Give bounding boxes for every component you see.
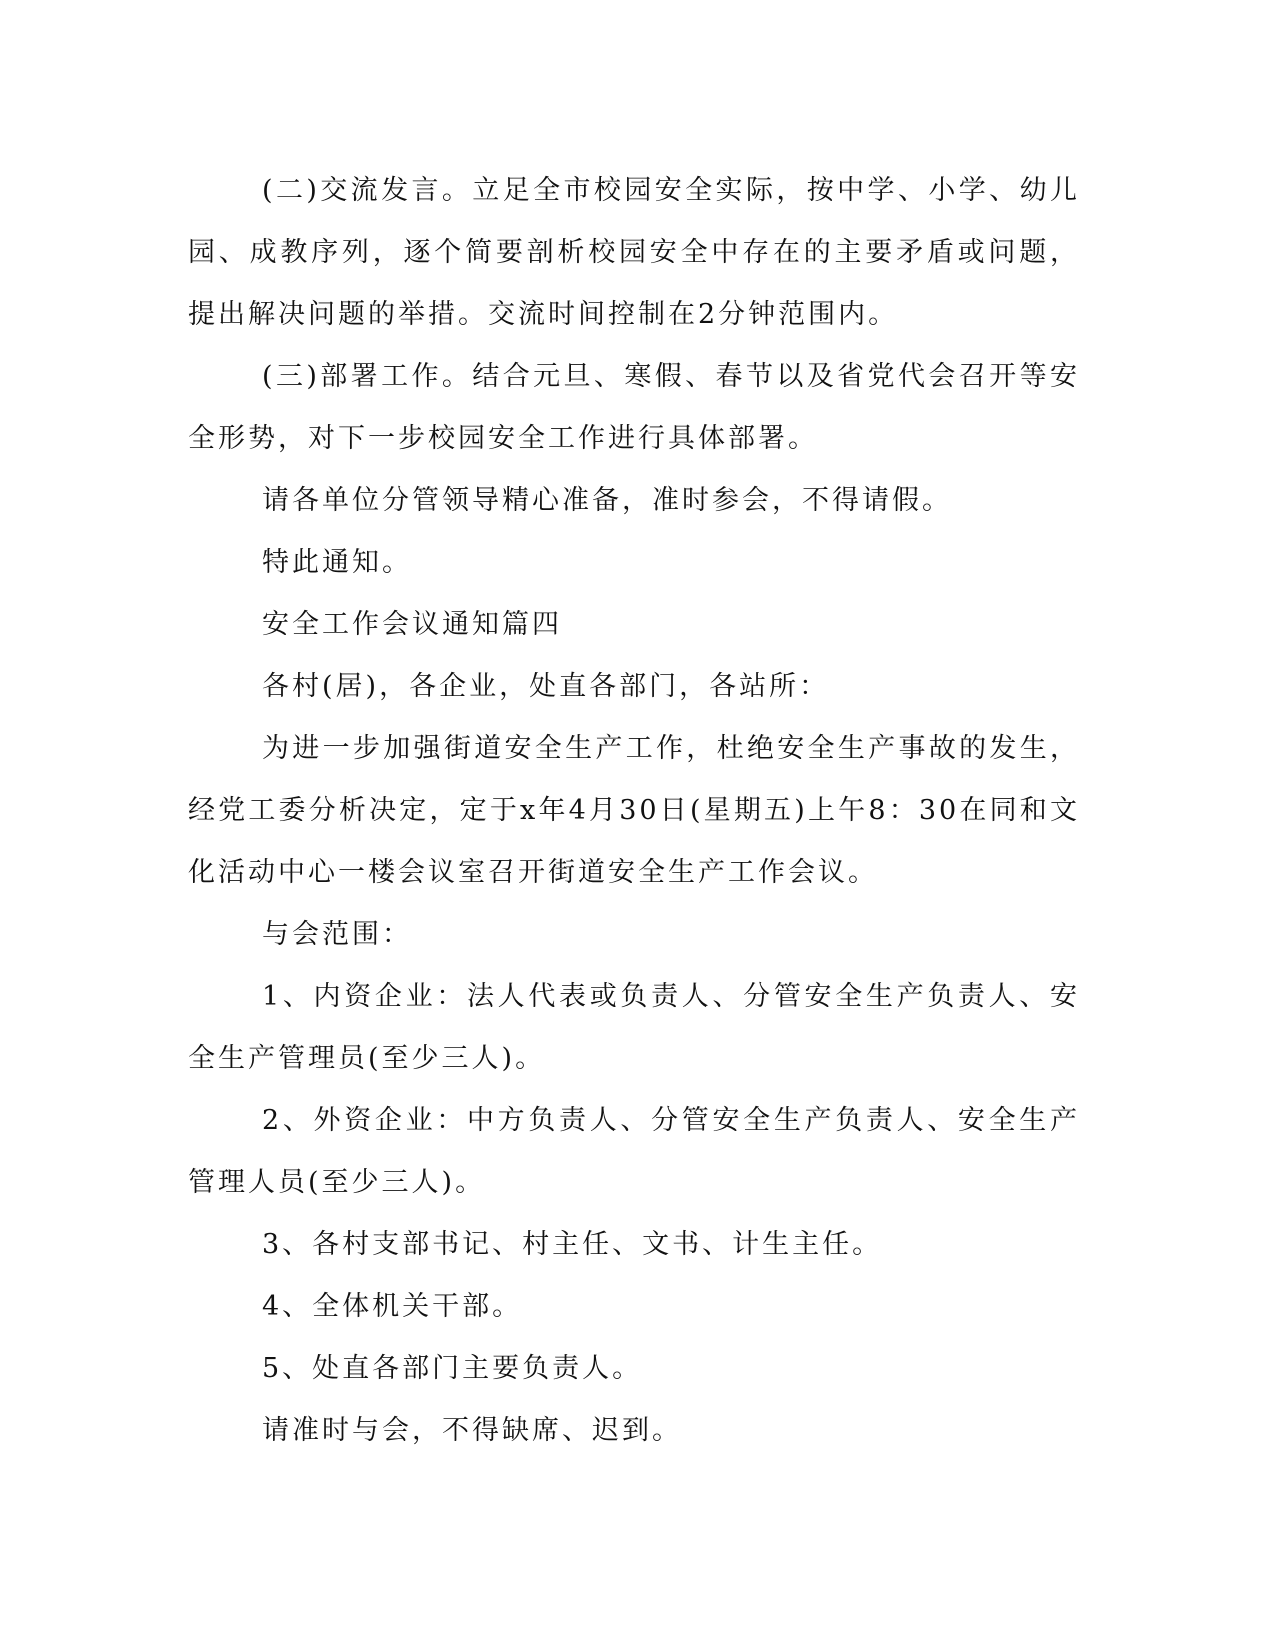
paragraph-attendee-scope-heading: 与会范围： (262, 919, 412, 950)
list-item-domestic-enterprises: 1、内资企业：法人代表或负责人、分管安全生产负责人、安全生产管理员(至少三人)。 (188, 981, 1080, 1074)
list-item-foreign-enterprises: 2、外资企业：中方负责人、分管安全生产负责人、安全生产管理人员(至少三人)。 (188, 1105, 1080, 1198)
document-body (188, 160, 1080, 1462)
paragraph-meeting-announcement: 为进一步加强街道安全生产工作，杜绝安全生产事故的发生，经党工委分析决定，定于x年4月30日(星期五)上午8：30在同和文化活动中心一楼会议室召开街道安全生产工作会议。 (188, 733, 1080, 888)
list-item-government-staff: 4、全体机关干部。 (262, 1291, 523, 1322)
paragraph-addressees: 各村(居)，各企业，处直各部门，各站所： (262, 671, 830, 702)
paragraph-final-reminder: 请准时与会，不得缺席、迟到。 (262, 1415, 682, 1446)
paragraph-exchange-speech: (二)交流发言。立足全市校园安全实际，按中学、小学、幼儿园、成教序列，逐个简要剖析校园安全中存在的主要矛盾或问题，提出解决问题的举措。交流时间控制在2分钟范围内。 (188, 175, 1080, 330)
section-heading: 安全工作会议通知篇四 (262, 609, 562, 640)
list-item-department-heads: 5、处直各部门主要负责人。 (262, 1353, 643, 1384)
paragraph-deploy-work: (三)部署工作。结合元旦、寒假、春节以及省党代会召开等安全形势，对下一步校园安全工作进行具体部署。 (188, 361, 1080, 454)
list-item-village-officials: 3、各村支部书记、村主任、文书、计生主任。 (262, 1229, 883, 1260)
paragraph-notice-closing: 特此通知。 (262, 547, 412, 578)
paragraph-attendance-request: 请各单位分管领导精心准备，准时参会，不得请假。 (262, 485, 952, 516)
